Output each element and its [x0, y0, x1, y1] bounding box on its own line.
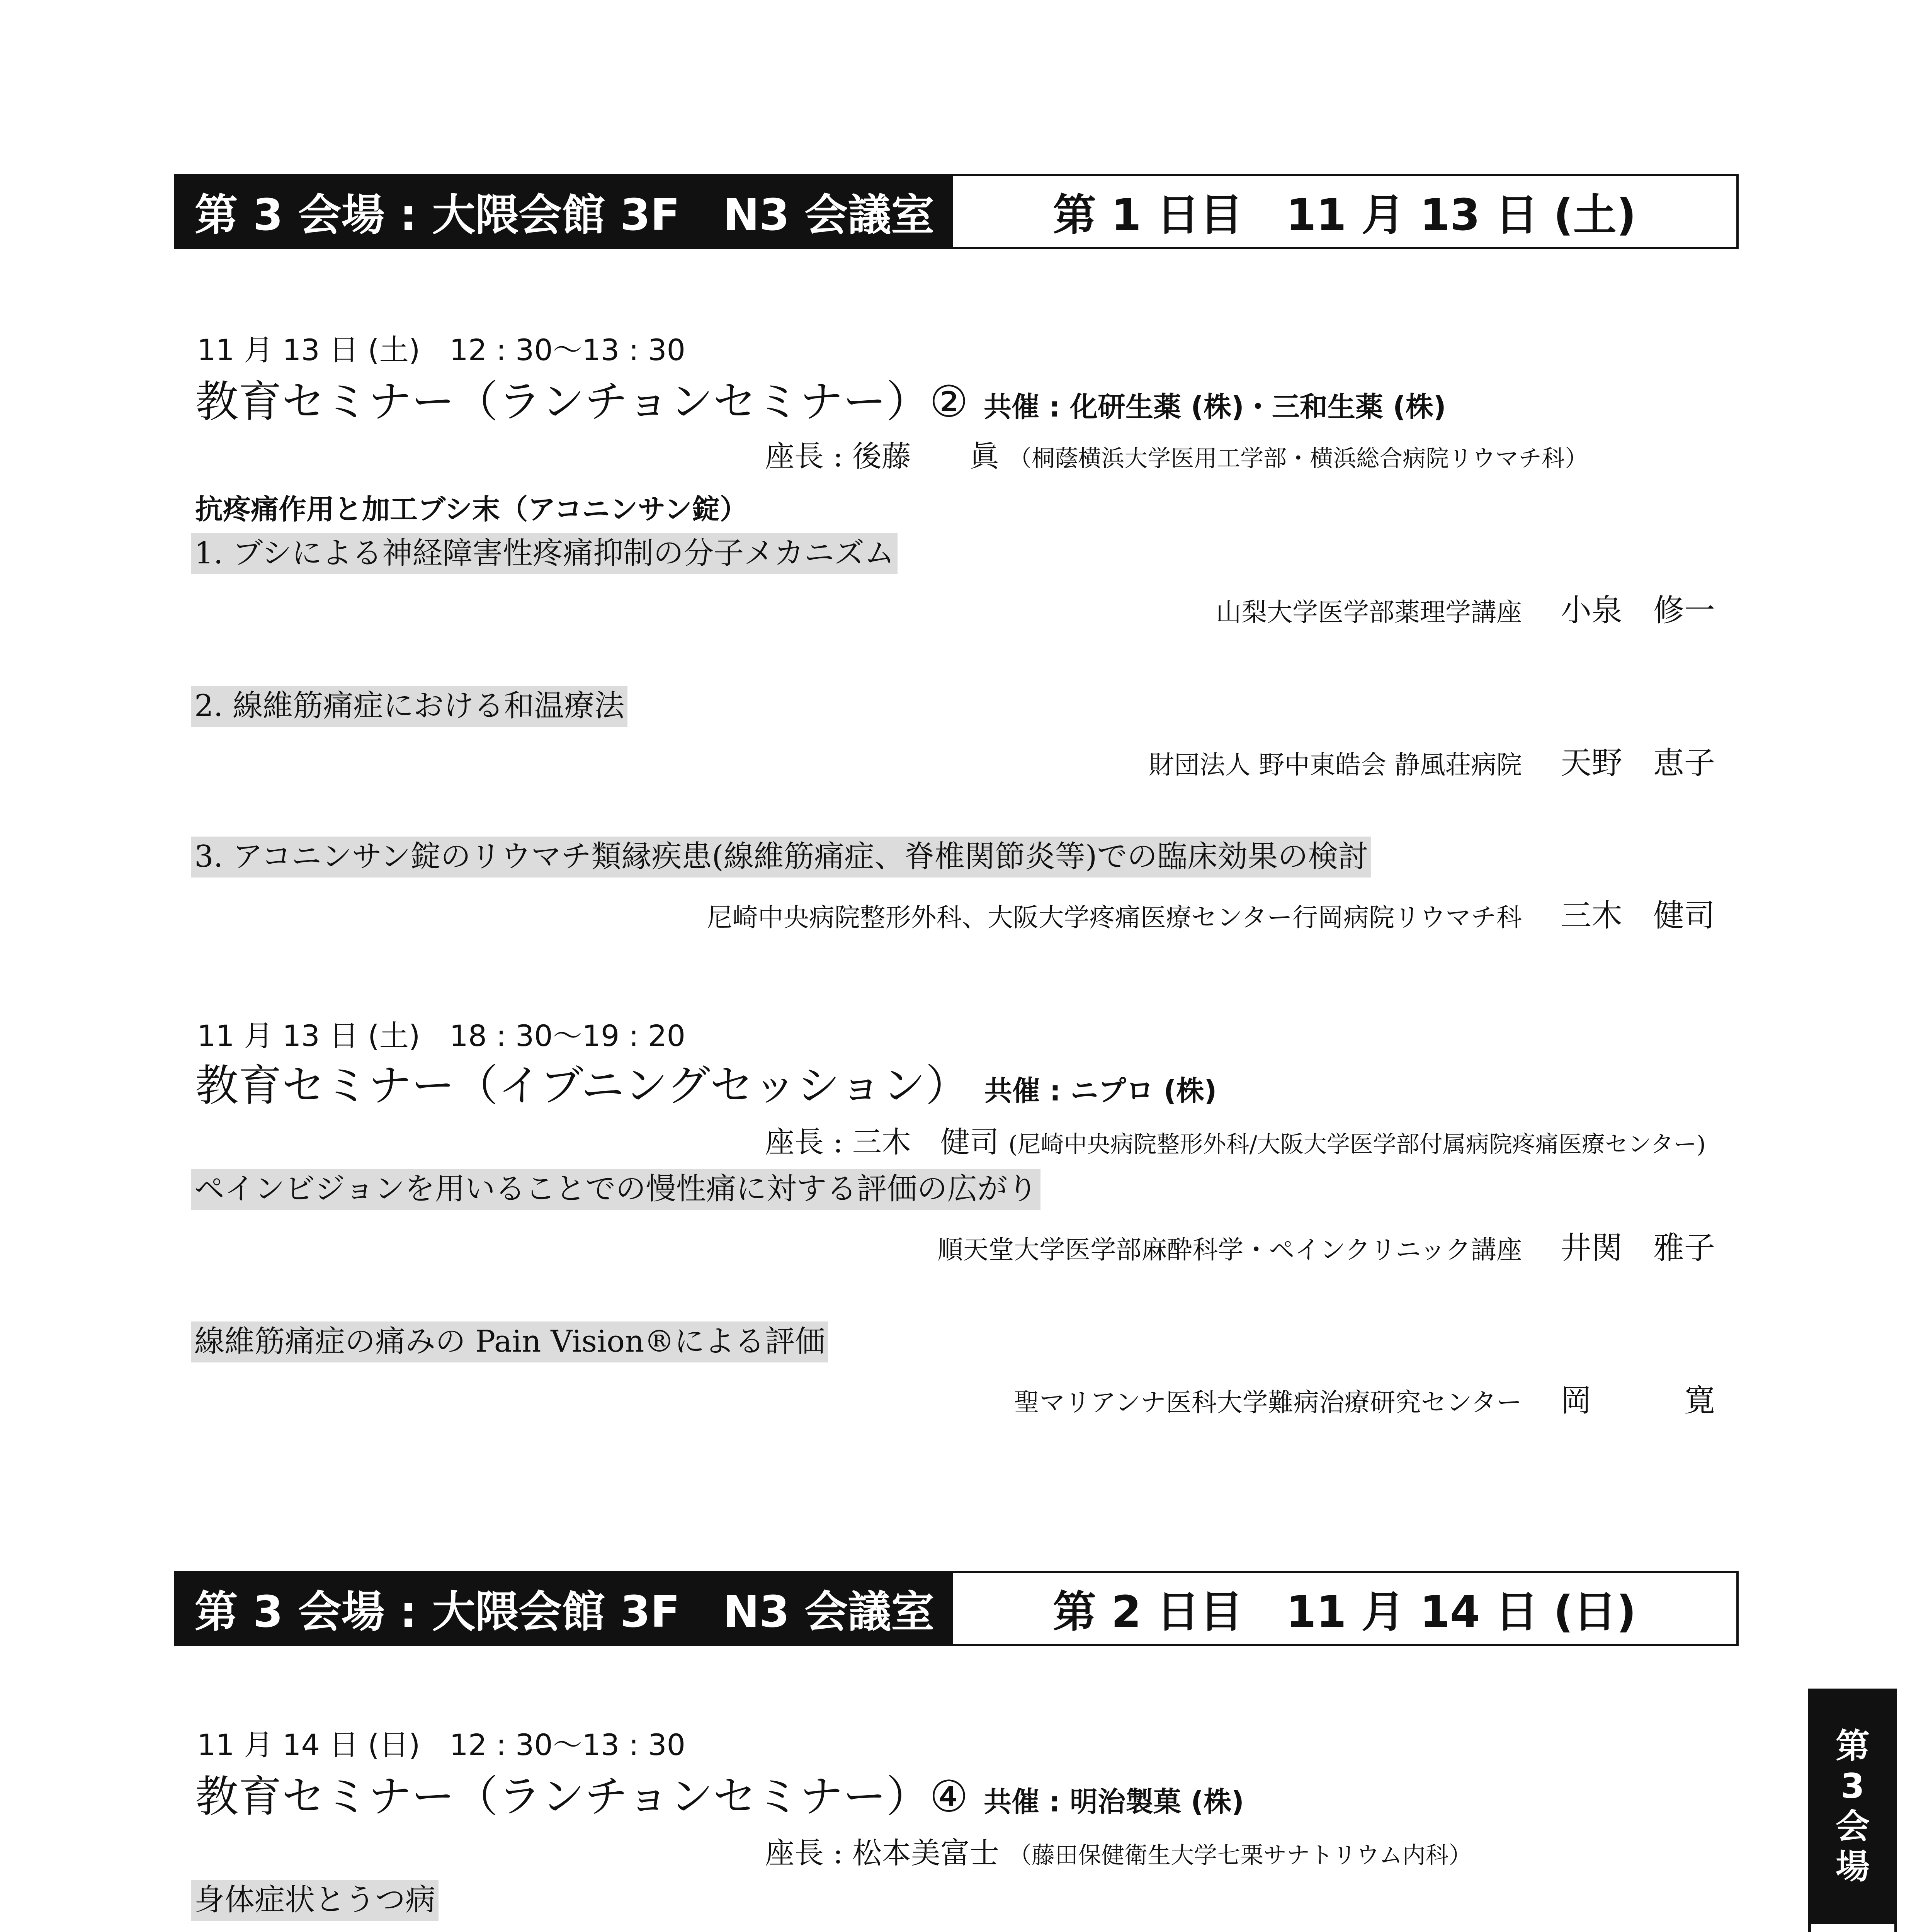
side-tab-day1: [1808, 1924, 1897, 1932]
speaker-affiliation: 聖マリアンナ医科大学難病治療研究センター: [1014, 1388, 1522, 1417]
speaker-name: 岡 寛: [1561, 1383, 1715, 1418]
session-theme: 抗疼痛作用と加工ブシ末（アコニンサン錠）: [195, 493, 748, 526]
session-heading: [195, 1051, 1217, 1113]
session-chair: [765, 1830, 1472, 1872]
day-label: 第 2 日目 11 月 14 日 (日): [1053, 1587, 1636, 1637]
session-sponsor: 共催 : 化研生薬 (株)・三和生薬 (株): [984, 391, 1446, 423]
side-char: 会: [1835, 1806, 1870, 1846]
speaker-affiliation: 順天堂大学医学部麻酔科学・ペインクリニック講座: [937, 1235, 1522, 1265]
chair-affiliation: （藤田保健衛生大学七栗サナトリウム内科）: [1008, 1842, 1472, 1869]
talk-title: 2. 線維筋痛症における和温療法: [191, 686, 627, 727]
session-title: 教育セミナー（イブニングセッション）: [195, 1061, 969, 1111]
session-datetime: 11 月 14 日 (日) 12 : 30〜13 : 30: [197, 1728, 686, 1762]
speaker-name: 三木 健司: [1561, 898, 1715, 934]
session-sponsor: 共催 : 明治製菓 (株): [984, 1786, 1244, 1818]
talk-speaker: [937, 1223, 1715, 1267]
venue-label: 第 3 会場 : 大隈会館 3F N3 会議室: [176, 176, 953, 247]
talk-speaker: [707, 891, 1715, 935]
session-chair: [765, 1119, 1706, 1161]
talk-speaker: [1267, 1930, 1715, 1932]
session-heading: [195, 367, 1446, 429]
talk-speaker: [1216, 585, 1715, 630]
talk-title: ペインビジョンを用いることでの慢性痛に対する評価の広がり: [191, 1169, 1040, 1210]
talk-title: 3. アコニンサン錠のリウマチ類縁疾患(線維筋痛症、脊椎関節炎等)での臨床効果の検討: [191, 837, 1371, 878]
speaker-affiliation: 山梨大学医学部薬理学講座: [1216, 597, 1522, 627]
talk-title: 1. ブシによる神経障害性疼痛抑制の分子メカニズム: [191, 533, 898, 574]
day-label: 第 1 日目 11 月 13 日 (土): [1053, 190, 1636, 240]
speaker-affiliation: 尼崎中央病院整形外科、大阪大学疼痛医療センター行岡病院リウマチ科: [707, 903, 1522, 932]
side-char: 第: [1835, 1726, 1870, 1766]
speaker-affiliation: 財団法人 野中東皓会 静風荘病院: [1149, 750, 1522, 780]
session-heading: [195, 1762, 1244, 1824]
side-tab-venue: [1808, 1689, 1897, 1924]
chair-name: 座長 : 後藤 眞: [765, 439, 999, 473]
session-datetime: 11 月 13 日 (土) 12 : 30〜13 : 30: [197, 333, 686, 367]
speaker-name: 天野 恵子: [1561, 745, 1715, 781]
chair-name: 座長 : 三木 健司: [765, 1125, 999, 1159]
talk-speaker: [1149, 738, 1715, 782]
session-title: 教育セミナー（ランチョンセミナー）④: [195, 1772, 969, 1822]
venue-label: 第 3 会場 : 大隈会館 3F N3 会議室: [176, 1573, 953, 1644]
speaker-name: 井関 雅子: [1561, 1230, 1715, 1266]
session-datetime: 11 月 13 日 (土) 18 : 30〜19 : 20: [197, 1019, 686, 1053]
side-char: 場: [1835, 1846, 1870, 1886]
venue-header-day1: [174, 174, 1739, 249]
venue-header-day2: [174, 1571, 1739, 1646]
chair-affiliation: (尼崎中央病院整形外科/大阪大学医学部付属病院疼痛医療センター): [1008, 1131, 1706, 1158]
session-sponsor: 共催 : ニプロ (株): [984, 1075, 1217, 1107]
chair-name: 座長 : 松本美富士: [765, 1836, 999, 1870]
session-chair: [765, 433, 1588, 475]
speaker-name: 小泉 修一: [1561, 592, 1715, 628]
talk-speaker: [1014, 1376, 1715, 1420]
side-char: 3: [1841, 1766, 1865, 1806]
talk-title: 線維筋痛症の痛みの Pain Vision®による評価: [191, 1321, 828, 1362]
talk-title: 身体症状とうつ病: [191, 1880, 439, 1921]
chair-affiliation: （桐蔭横浜大学医用工学部・横浜総合病院リウマチ科）: [1008, 445, 1588, 472]
session-title: 教育セミナー（ランチョンセミナー）②: [195, 377, 969, 427]
